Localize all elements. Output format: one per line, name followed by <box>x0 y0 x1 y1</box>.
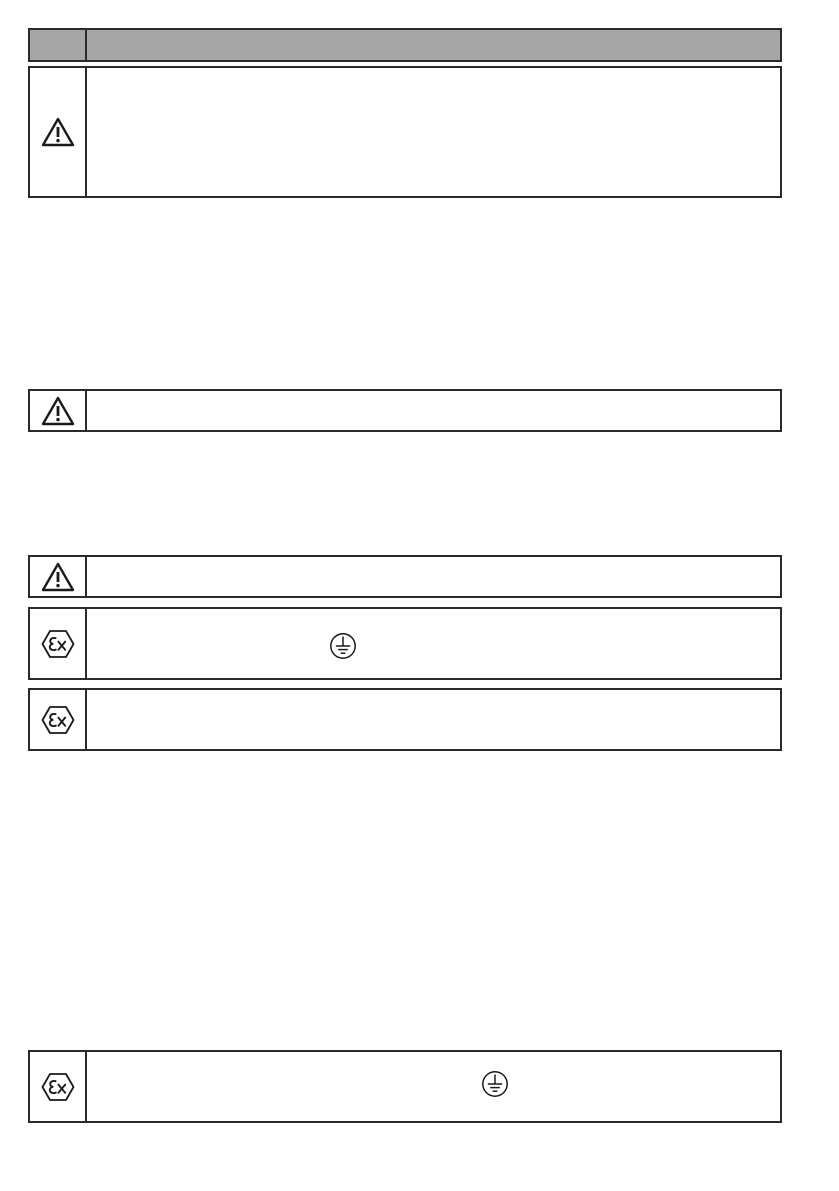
warning-icon-cell <box>30 68 87 196</box>
ex-explosion-protection-icon <box>41 629 75 659</box>
warning-icon-cell <box>30 391 87 430</box>
ex-explosion-protection-icon <box>41 705 75 735</box>
warning-notice-1 <box>28 66 782 198</box>
header-text-cell <box>87 30 780 60</box>
ex-text <box>87 609 780 678</box>
ex-text <box>87 1052 780 1121</box>
ex-notice-1 <box>28 607 782 680</box>
warning-notice-2 <box>28 389 782 432</box>
protective-earth-icon <box>329 632 357 660</box>
warning-notice-3 <box>28 555 782 598</box>
ex-icon-cell <box>30 1052 87 1121</box>
warning-triangle-icon <box>41 562 75 592</box>
warning-text <box>87 68 780 196</box>
ex-icon-cell <box>30 609 87 678</box>
warning-triangle-icon <box>41 396 75 426</box>
warning-text <box>87 557 780 596</box>
ex-explosion-protection-icon <box>41 1072 75 1102</box>
table-header-row <box>28 28 782 62</box>
warning-icon-cell <box>30 557 87 596</box>
ex-notice-2 <box>28 688 782 751</box>
warning-text <box>87 391 780 430</box>
protective-earth-icon <box>481 1070 509 1098</box>
header-icon-cell <box>30 30 87 60</box>
warning-triangle-icon <box>41 117 75 147</box>
ex-icon-cell <box>30 690 87 749</box>
ex-notice-3 <box>28 1050 782 1123</box>
ex-text <box>87 690 780 749</box>
